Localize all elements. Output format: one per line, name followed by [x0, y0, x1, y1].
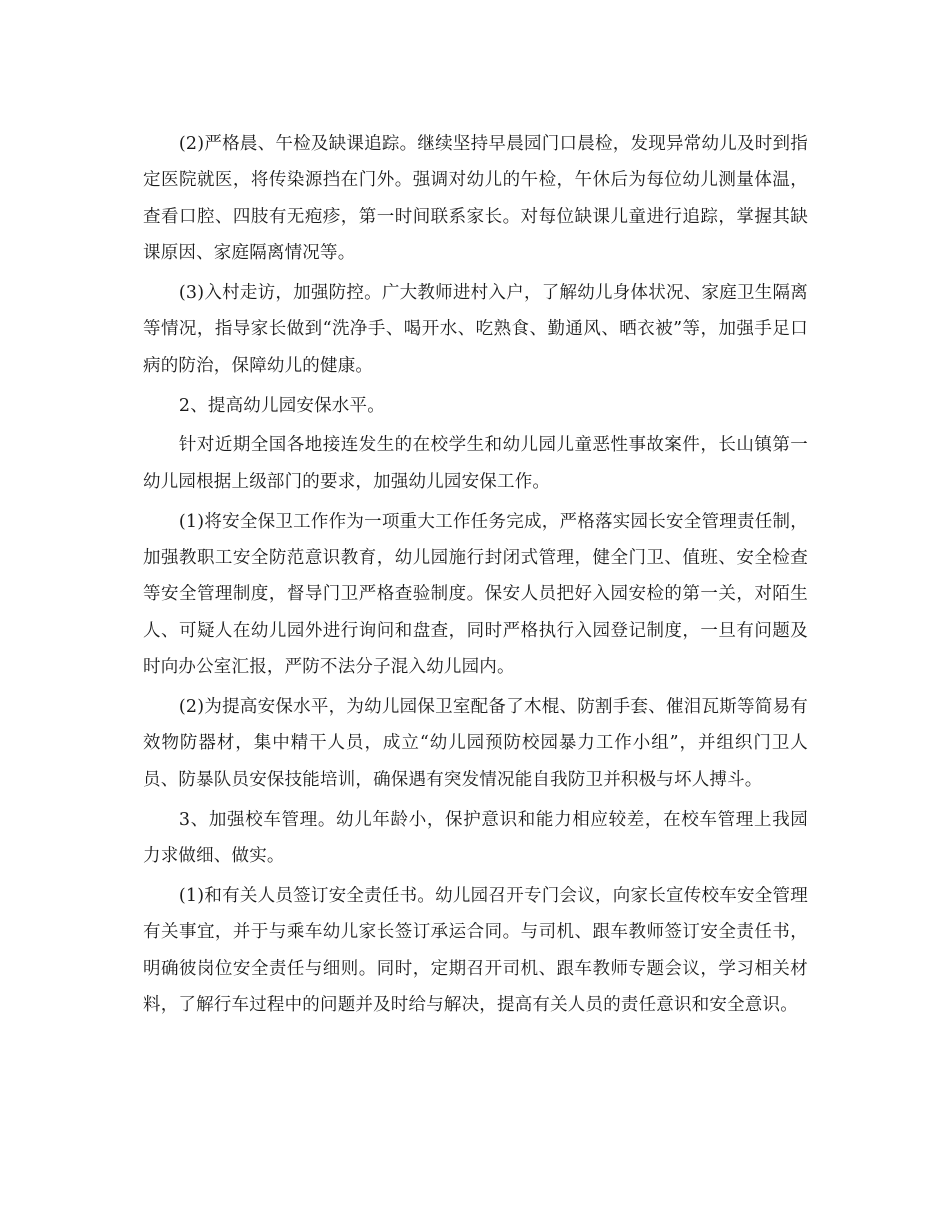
paragraph-morning-noon-check: (2)严格晨、午检及缺课追踪。继续坚持早晨园门口晨检，发现异常幼儿及时到指定医院就医，将传染源挡在门外。强调对幼儿的午检，午休后为每位幼儿测量体温，查看口腔、四肢有无疱疹，第一时间联系家长。对每位缺课儿童进行追踪，掌握其缺课原因、家庭隔离情况等。 — [143, 134, 808, 264]
paragraph-security-equipment: (2)为提高安保水平，为幼儿园保卫室配备了木棍、防割手套、催泪瓦斯等简易有效物防器材，集中精干人员，成立“幼儿园预防校园暴力工作小组”，并组织门卫人员、防暴队员安保技能培训，确保遇有突发情况能自我防卫并积极与坏人搏斗。 — [143, 697, 808, 790]
paragraph-security-responsibility: (1)将安全保卫工作作为一项重大工作任务完成，严格落实园长安全管理责任制，加强教职工安全防范意识教育，幼儿园施行封闭式管理，健全门卫、值班、安全检查等安全管理制度，督导门卫严格查验制度。保安人员把好入园安检的第一关，对陌生人、可疑人在幼儿园外进行询问和盘查，同时严格执行入园登记制度，一旦有问题及时向办公室汇报，严防不法分子混入幼儿园内。 — [143, 511, 808, 678]
paragraph-security-intro: 针对近期全国各地接连发生的在校学生和幼儿园儿童恶性事故案件，长山镇第一幼儿园根据上级部门的要求，加强幼儿园安保工作。 — [143, 435, 808, 492]
paragraph-village-visits: (3)入村走访，加强防控。广大教师进村入户，了解幼儿身体状况、家庭卫生隔离等情况，指导家长做到“洗净手、喝开水、吃熟食、勤通风、晒衣被”等，加强手足口病的防治，保障幼儿的健康。 — [143, 283, 808, 376]
paragraph-bus-responsibility: (1)和有关人员签订安全责任书。幼儿园召开专门会议，向家长宣传校车安全管理有关事宜，并于与乘车幼儿家长签订承运合同。与司机、跟车教师签订安全责任书，明确彼岗位安全责任与细则。同时，定期召开司机、跟车教师专题会议，学习相关材料，了解行车过程中的问题并及时给与解决，提高有关人员的责任意识和安全意识。 — [143, 885, 808, 1016]
document-body — [143, 126, 808, 1027]
section-heading-school-bus: 3、加强校车管理。幼儿年龄小，保护意识和能力相应较差，在校车管理上我园力求做细、做实。 — [143, 809, 808, 867]
section-heading-security: 2、提高幼儿园安保水平。 — [178, 395, 385, 416]
